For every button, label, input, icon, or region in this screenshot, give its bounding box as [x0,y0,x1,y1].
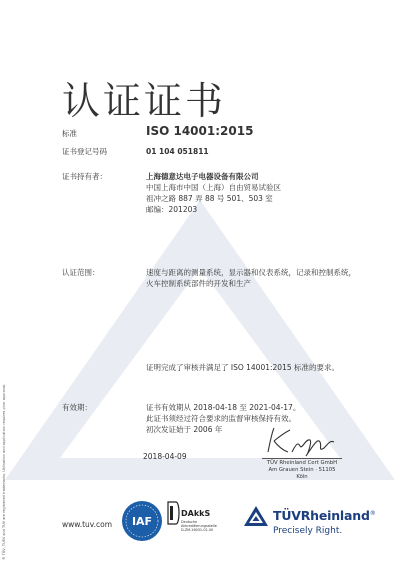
signature-icon [262,424,342,458]
tuv-trademark: ® [369,509,376,517]
dakks-logo [166,500,218,542]
tuv-brand-name [273,508,376,523]
dakks-sub-line: Akkreditierungsstelle [181,524,217,528]
certificate-title: 认证证书 [62,79,227,123]
signature-line [262,458,342,459]
dakks-mark-icon [166,500,182,526]
dakks-name: DAkkS [181,509,211,518]
holder-name: 上海德意达电子电器设备有限公司 [146,172,259,181]
registration-value: 01 104 051811 [146,147,209,156]
issuer-address: Am Grauen Stein · 51105 Köln [268,467,336,480]
holder-address-line: 祖冲之路 887 弄 88 号 501、503 室 [146,194,273,203]
holder-postcode: 邮编：201203 [146,205,198,214]
scope-block [146,267,366,289]
issue-date: 2018-04-09 [143,452,187,461]
validity-line: 此证书须经过符合要求的监督审核保持有效。 [146,414,296,423]
issuer-block [262,460,342,481]
tuv-triangle-logo [243,505,269,527]
trademark-side-note: ® TÜV, TUEV and TUV are registered trademarks. Utilisation and application requires prior approval. [2,383,6,560]
registration-label: 证书登记号码 [62,147,107,156]
standard-value: ISO 14001:2015 [146,124,254,138]
holder-label: 证书持有者： [62,172,107,181]
standard-label: 标准 [62,129,77,138]
validity-label: 有效期： [62,403,92,412]
holder-address-line: 中国上海市中国（上海）自由贸易试验区 [146,183,281,192]
scope-label: 认证范围： [62,268,100,277]
validity-line: 初次发证始于 2006 年 [146,425,223,434]
holder-block [146,171,281,215]
certification-statement: 证明完成了审核并满足了 ISO 14001:2015 标准的要求。 [146,363,339,372]
tuv-slogan: Precisely Right. [273,526,343,536]
issuer-name: TÜV Rheinland Cert GmbH [266,460,338,466]
website-link[interactable]: www.tuv.com [62,520,113,529]
dakks-subtext [181,520,217,532]
dakks-sub-line: D-ZM-16031-01-00 [181,528,214,532]
scope-line: 火车控制系统部件的开发和生产 [146,279,251,288]
iaf-logo-text: IAF [131,515,153,528]
validity-line: 证书有效期从 2018-04-18 至 2021-04-17。 [146,403,301,412]
dakks-sub-line: Deutsche [181,520,198,524]
iaf-logo [121,500,163,542]
tuv-brand-text: TÜVRheinland [273,508,370,523]
scope-line: 速度与距离的测量系统，显示器和仪表系统，记录和控制系统， [146,268,356,277]
